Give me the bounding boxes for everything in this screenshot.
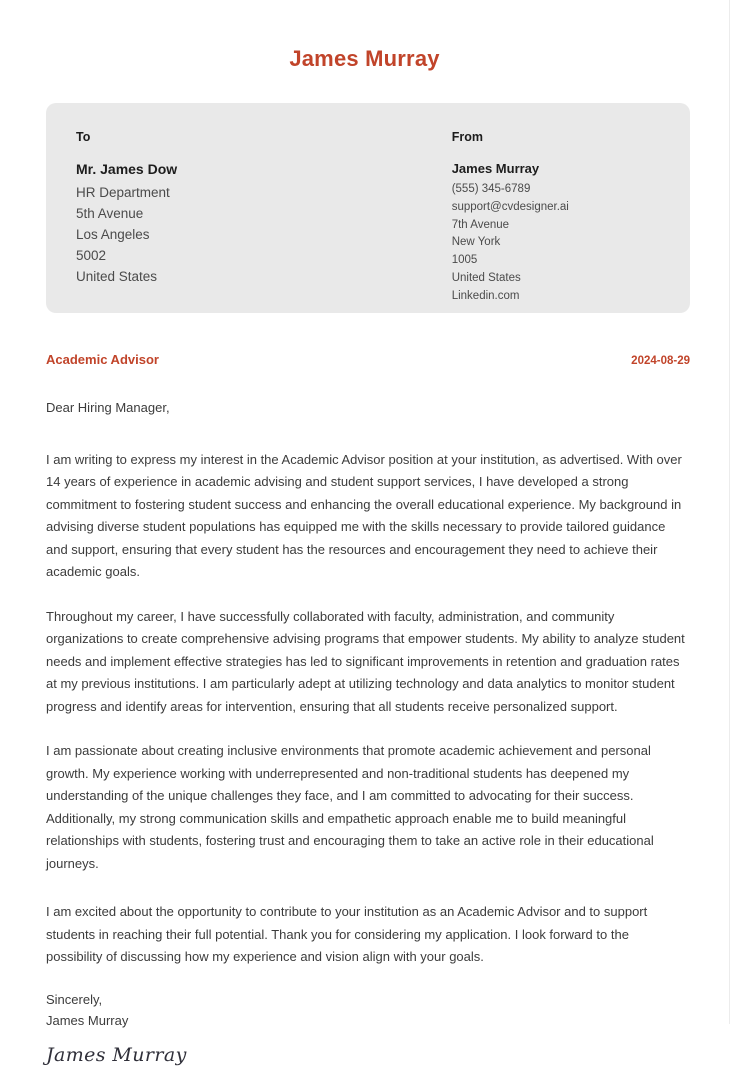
sender-line: 7th Avenue — [451, 218, 510, 231]
closing-name: James Murray — [46, 1012, 129, 1028]
sender-name: James Murray — [451, 160, 540, 176]
address-card — [46, 103, 690, 313]
sender-line: 1005 — [451, 254, 478, 267]
closing-block — [46, 990, 686, 1030]
letter-paragraph: I am excited about the opportunity to contribute to your institution as an Academic Advisor and to support students in reaching their full potential. Thank you for considering my application. I look forward to the possibility of discussing how my experience and vision align with your goals. — [46, 904, 648, 964]
salutation: Dear Hiring Manager, — [46, 400, 170, 415]
recipient-line: 5th Avenue — [76, 206, 144, 222]
recipient-line: 5002 — [76, 247, 107, 263]
sender-website: Linkedin.com — [451, 289, 520, 302]
letter-paragraph: Throughout my career, I have successfully collaborated with faculty, administration, and community organizations to create comprehensive advising programs that empower students. My ability to analyze student needs and implement effective strategies has led to significant improvements in retention and graduation rates at my previous institutions. I am particularly adept at utilizing technology and data analytics to monitor student progress and identify areas for intervention, ensuring that all students receive personalized support. — [46, 608, 685, 714]
sender-phone: (555) 345-6789 — [451, 183, 531, 196]
address-column-from — [452, 131, 660, 313]
page-title: James Murray — [289, 46, 440, 71]
signature: James Murray — [46, 1043, 187, 1066]
letter-body — [46, 398, 686, 1066]
recipient-line: United States — [76, 268, 158, 284]
letter-paragraph: I am writing to express my interest in the Academic Advisor position at your institution, as advertised. With over 14 years of experience in academic advising and student support services, I have developed a strong commitment to fostering student success and enhancing the overall educational experience. My background in advising diverse student populations has equipped me with the skills necessary to provide tailored guidance and support, ensuring that every student has the resources and encouragement they need to achieve their academic goals. — [46, 451, 682, 580]
sender-line: United States — [451, 272, 521, 285]
position-title: Academic Advisor — [46, 352, 159, 367]
recipient-line: HR Department — [76, 185, 170, 201]
address-column-to — [76, 131, 452, 313]
sender-line: New York — [451, 236, 501, 249]
letter-date: 2024-08-29 — [631, 355, 690, 367]
subject-row — [46, 352, 690, 367]
letter-paragraph: I am passionate about creating inclusive environments that promote academic achievement and personal growth. My experience working with underrepresented and non-traditional students has deepened my understanding of the unique challenges they face, and I am committed to advocating for their success. Additionally, my strong communication skills and empathetic approach enable me to build meaningful relationships with students, fostering trust and encouraging them to take an active role in their educational journeys. — [46, 743, 654, 871]
sender-email: support@cvdesigner.ai — [451, 200, 569, 213]
recipient-line: Los Angeles — [76, 226, 150, 242]
to-label: To — [76, 130, 91, 144]
closing-word: Sincerely, — [46, 992, 103, 1008]
recipient-name: Mr. James Dow — [76, 160, 178, 177]
from-label: From — [451, 130, 483, 144]
